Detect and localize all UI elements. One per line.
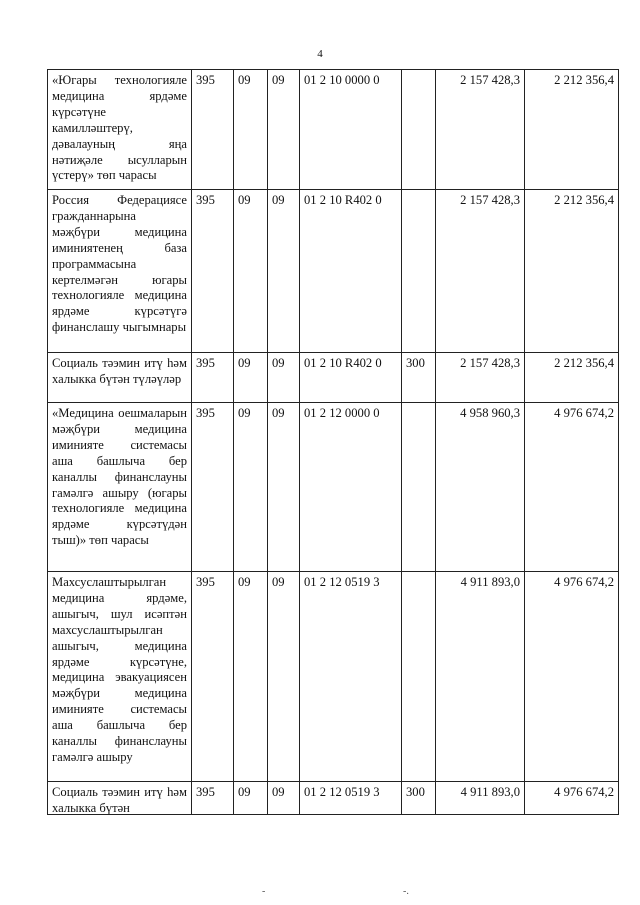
- row-description: Россия Федерациясе гражданнарына мәҗбүри медицина иминиятенең база программасына кертелмәгән югары технологияле медицина ярдәме күрсәтүгә финанслашу чыгымнары: [48, 190, 192, 353]
- budget-table-body: [48, 70, 619, 815]
- section-code: 09: [234, 782, 268, 815]
- amount-year-1: 4 911 893,0: [436, 782, 525, 815]
- ministry-code: 395: [192, 403, 234, 572]
- target-article-code: 01 2 12 0000 0: [300, 403, 402, 572]
- section-code: 09: [234, 572, 268, 782]
- ministry-code: 395: [192, 572, 234, 782]
- expense-type-code: [402, 190, 436, 353]
- table-row: [48, 190, 619, 353]
- amount-year-2: 4 976 674,2: [525, 782, 619, 815]
- row-description: Махсуслаштырылган медицина ярдәме, ашыгыч, шул исәптән махсуслаштырылган ашыгыч, медицина ярдәме күрсәтүне, медицина эвакуациясен мәҗбүри медицина иминияте системасы аша башлыча бер каналлы финанслауны гамәлгә ашыру: [48, 572, 192, 782]
- ministry-code: 395: [192, 353, 234, 403]
- amount-year-2: 4 976 674,2: [525, 403, 619, 572]
- subsection-code: 09: [268, 190, 300, 353]
- row-description-cell: [48, 782, 192, 815]
- target-article-code: 01 2 12 0519 3: [300, 782, 402, 815]
- section-code: 09: [234, 70, 268, 190]
- ministry-code: 395: [192, 782, 234, 815]
- subsection-code: 09: [268, 353, 300, 403]
- ministry-code: 395: [192, 70, 234, 190]
- subsection-code: 09: [268, 572, 300, 782]
- subsection-code: 09: [268, 403, 300, 572]
- page-number: 4: [317, 48, 323, 60]
- section-code: 09: [234, 403, 268, 572]
- table-row: [48, 572, 619, 782]
- amount-year-1: 2 157 428,3: [436, 190, 525, 353]
- row-description: Социаль тәэмин итү һәм халыкка бүтән түләүләр: [48, 353, 192, 403]
- ministry-code: 395: [192, 190, 234, 353]
- expense-type-code: 300: [402, 353, 436, 403]
- row-description: «Югары технологияле медицина ярдәме күрсәтүне камиллəштерү, дəвалауның яңа нəтиҗəле ысулларын үстерү» төп чарасы: [48, 70, 192, 190]
- row-description: Социаль тәэмин итү һәм халыкка бүтән: [52, 785, 187, 814]
- table-row: [48, 70, 619, 190]
- budget-table: [47, 69, 619, 815]
- table-row: [48, 782, 619, 815]
- target-article-code: 01 2 10 R402 0: [300, 353, 402, 403]
- subsection-code: 09: [268, 782, 300, 815]
- row-description: «Медицина оешмаларын мәҗбүри медицина иминияте системасы аша башлыча бер каналлы финанслауны гамәлгә ашыру (югары технологияле медицина ярдәме күрсәтүдән тыш)» төп чарасы: [48, 403, 192, 572]
- amount-year-2: 2 212 356,4: [525, 353, 619, 403]
- expense-type-code: 300: [402, 782, 436, 815]
- expense-type-code: [402, 403, 436, 572]
- expense-type-code: [402, 70, 436, 190]
- amount-year-2: 2 212 356,4: [525, 70, 619, 190]
- expense-type-code: [402, 572, 436, 782]
- subsection-code: 09: [268, 70, 300, 190]
- amount-year-1: 4 958 960,3: [436, 403, 525, 572]
- amount-year-2: 2 212 356,4: [525, 190, 619, 353]
- amount-year-1: 2 157 428,3: [436, 70, 525, 190]
- table-row: [48, 353, 619, 403]
- target-article-code: 01 2 10 R402 0: [300, 190, 402, 353]
- amount-year-1: 4 911 893,0: [436, 572, 525, 782]
- section-code: 09: [234, 353, 268, 403]
- amount-year-1: 2 157 428,3: [436, 353, 525, 403]
- amount-year-2: 4 976 674,2: [525, 572, 619, 782]
- target-article-code: 01 2 10 0000 0: [300, 70, 402, 190]
- scan-mark-right: ‑.: [403, 886, 409, 897]
- table-row: [48, 403, 619, 572]
- target-article-code: 01 2 12 0519 3: [300, 572, 402, 782]
- section-code: 09: [234, 190, 268, 353]
- scan-mark-left: -: [262, 886, 266, 897]
